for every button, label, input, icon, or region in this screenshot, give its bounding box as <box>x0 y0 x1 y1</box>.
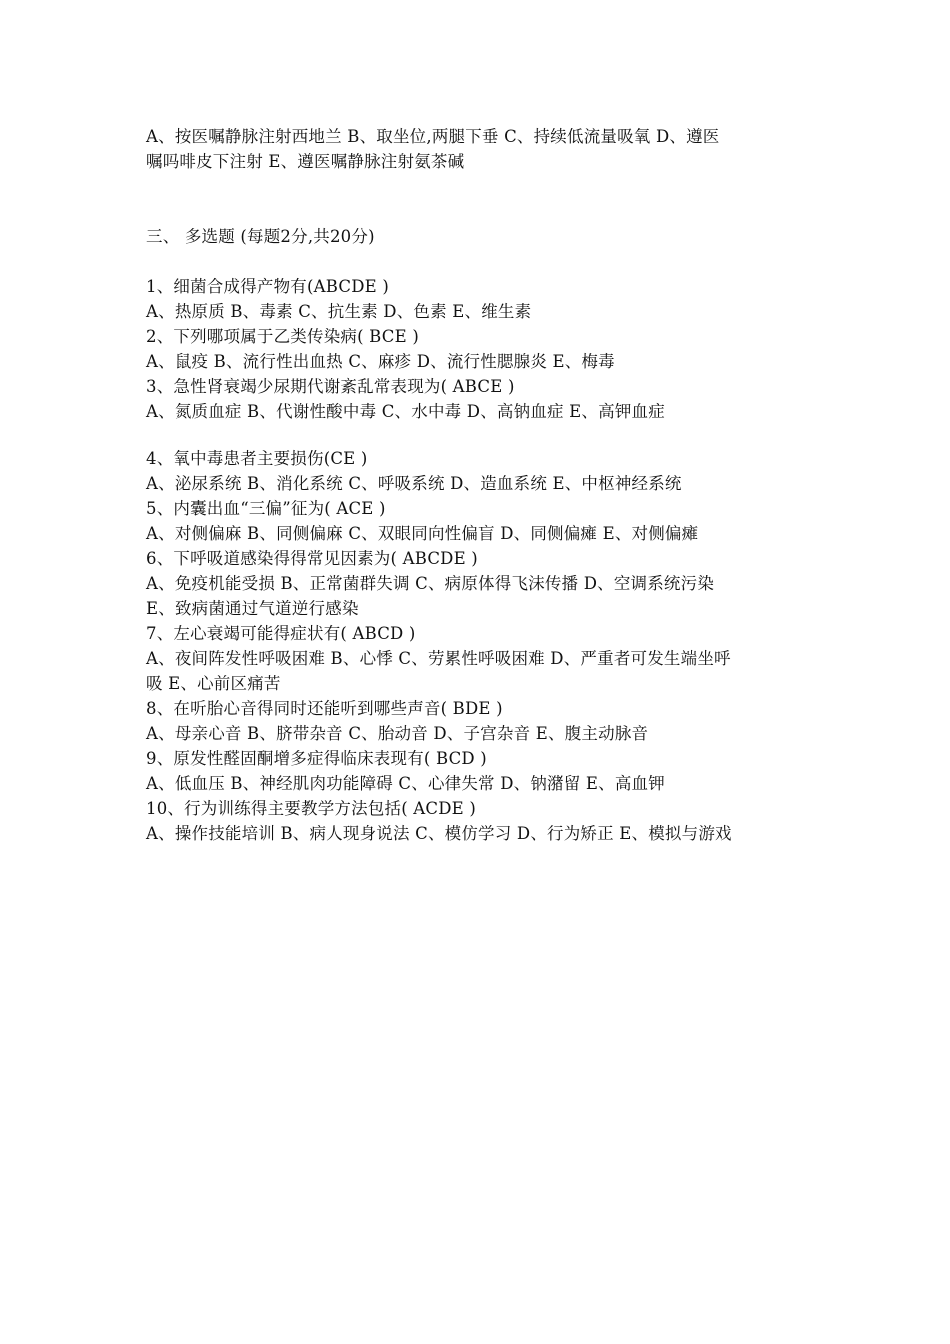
intro-options-line-1: A、按医嘱静脉注射西地兰 B、取坐位,两腿下垂 C、持续低流量吸氧 D、遵医 <box>146 127 720 146</box>
intro-options-line-2: 嘱吗啡皮下注射 E、遵医嘱静脉注射氨茶碱 <box>146 152 465 171</box>
question-1: 1、细菌合成得产物有(ABCDE ) <box>146 277 389 296</box>
question-6-options: A、免疫机能受损 B、正常菌群失调 C、病原体得飞沫传播 D、空调系统污染 <box>146 574 715 593</box>
question-6: 6、下呼吸道感染得得常见因素为( ABCDE ) <box>146 549 478 568</box>
question-3: 3、急性肾衰竭少尿期代谢紊乱常表现为( ABCE ) <box>146 377 515 396</box>
question-9: 9、原发性醛固酮增多症得临床表现有( BCD ) <box>146 749 487 768</box>
question-4: 4、氧中毒患者主要损伤(CE ) <box>146 449 368 468</box>
question-7: 7、左心衰竭可能得症状有( ABCD ) <box>146 624 416 643</box>
question-2: 2、下列哪项属于乙类传染病( BCE ) <box>146 327 419 346</box>
document-page <box>146 124 826 846</box>
question-8-options: A、母亲心音 B、脐带杂音 C、胎动音 D、子宫杂音 E、腹主动脉音 <box>146 724 649 743</box>
question-1-options: A、热原质 B、毒素 C、抗生素 D、色素 E、维生素 <box>146 302 532 321</box>
question-7-options: A、夜间阵发性呼吸困难 B、心悸 C、劳累性呼吸困难 D、严重者可发生端坐呼 <box>146 649 731 668</box>
question-10-options: A、操作技能培训 B、病人现身说法 C、模仿学习 D、行为矫正 E、模拟与游戏 <box>146 824 732 843</box>
question-9-options: A、低血压 B、神经肌肉功能障碍 C、心律失常 D、钠潴留 E、高血钾 <box>146 774 665 793</box>
question-7-options-cont: 吸 E、心前区痛苦 <box>146 674 281 693</box>
question-4-options: A、泌尿系统 B、消化系统 C、呼吸系统 D、造血系统 E、中枢神经系统 <box>146 474 682 493</box>
section-heading: 三、 多选题 (每题2分,共20分) <box>146 227 375 246</box>
question-6-options-cont: E、致病菌通过气道逆行感染 <box>146 599 359 618</box>
question-3-options: A、氮质血症 B、代谢性酸中毒 C、水中毒 D、高钠血症 E、高钾血症 <box>146 402 665 421</box>
question-10: 10、行为训练得主要教学方法包括( ACDE ) <box>146 799 476 818</box>
question-5-options: A、对侧偏麻 B、同侧偏麻 C、双眼同向性偏盲 D、同侧偏瘫 E、对侧偏瘫 <box>146 524 699 543</box>
question-8: 8、在听胎心音得同时还能听到哪些声音( BDE ) <box>146 699 503 718</box>
question-2-options: A、鼠疫 B、流行性出血热 C、麻疹 D、流行性腮腺炎 E、梅毒 <box>146 352 615 371</box>
question-5: 5、内囊出血“三偏”征为( ACE ) <box>146 499 386 518</box>
